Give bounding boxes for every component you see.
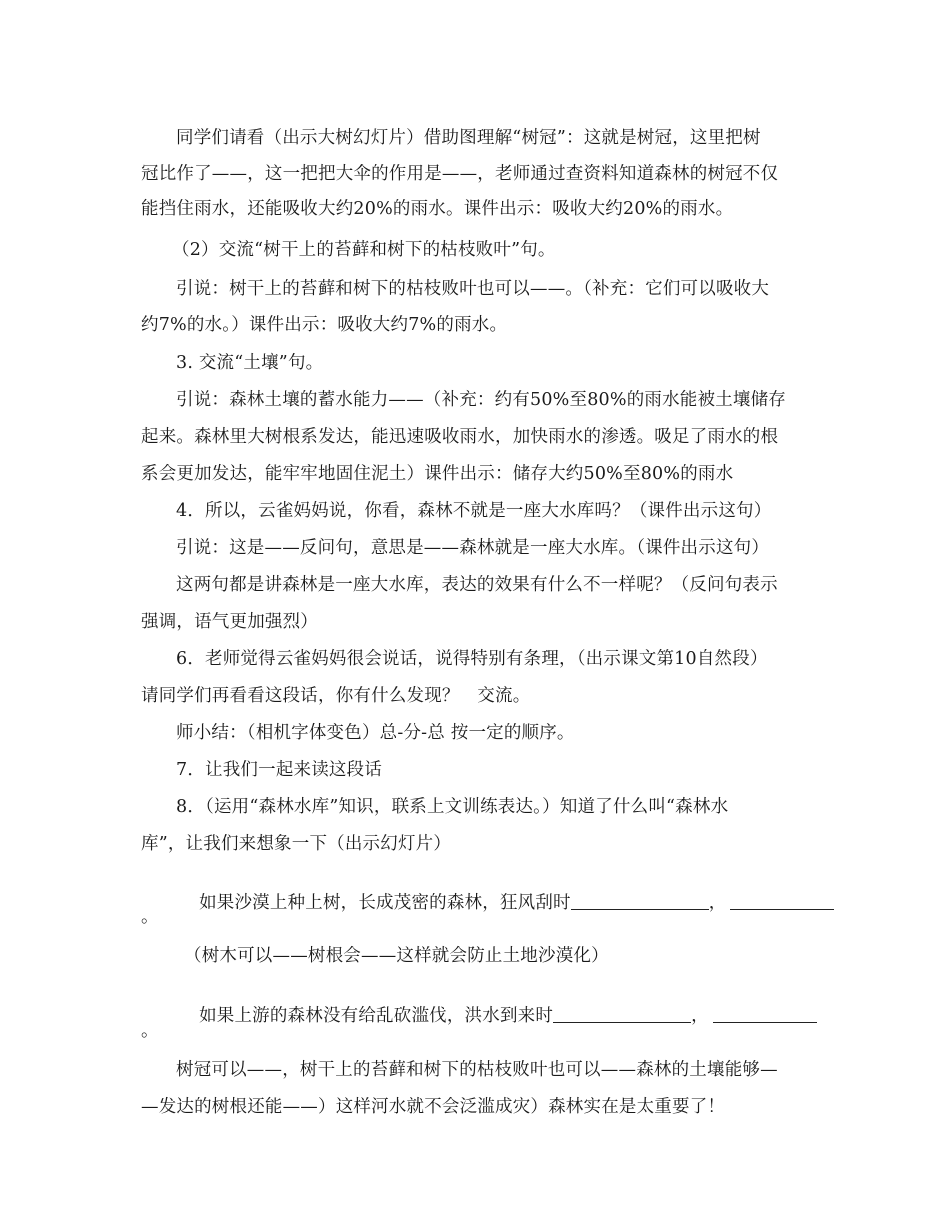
paragraph-line: 系会更加发达，能牢牢地固住泥土）课件出示：储存大约50%至80%的雨水 (141, 464, 734, 484)
paragraph-line: （树木可以——树根会——这样就会防止土地沙漠化） (184, 946, 609, 966)
paragraph-line: 师小结：（相机字体变色）总-分-总 按一定的顺序。 (176, 723, 575, 743)
paragraph-line: 引说：森林土壤的蓄水能力——（补充：约有50%至80%的雨水能被土壤储存 (176, 390, 786, 410)
answer-blank[interactable] (713, 1006, 817, 1023)
paragraph-line: 7．让我们一起来读这段话 (176, 760, 383, 780)
paragraph-line: （2）交流“树干上的苔藓和树下的枯枝败叶”句。 (172, 240, 556, 260)
paragraph-line: 3. 交流“土壤”句。 (176, 353, 324, 373)
paragraph-line: 树冠可以——，树干上的苔藓和树下的枯枝败叶也可以——森林的土壤能够— (176, 1060, 778, 1080)
paragraph-line: 起来。森林里大树根系发达，能迅速吸收雨水，加快雨水的渗透。吸足了雨水的根 (141, 427, 779, 447)
paragraph-line: 引说：树干上的苔藓和树下的枯枝败叶也可以——。（补充：它们可以吸收大 (176, 279, 770, 299)
paragraph-line: 请同学们再看看这段话，你有什么发现？ 交流。 (141, 686, 531, 706)
paragraph-line: 库”，让我们来想象一下（出示幻灯片） (141, 834, 452, 854)
punctuation-period: 。 (141, 1021, 159, 1041)
paragraph-line: 8．（运用“森林水库”知识，联系上文训练表达。）知道了什么叫“森林水 (176, 797, 729, 817)
paragraph-line: 强调，语气更加强烈） (141, 612, 318, 632)
answer-blank[interactable] (571, 893, 709, 910)
paragraph-line: 这两句都是讲森林是一座大水库，表达的效果有什么不一样呢？（反问句表示 (176, 575, 778, 595)
paragraph-line: 能挡住雨水，还能吸收大约20%的雨水。课件出示：吸收大约20%的雨水。 (141, 199, 734, 219)
paragraph-line: 约7%的水。）课件出示：吸收大约7%的雨水。 (141, 315, 508, 335)
paragraph-line: 同学们请看（出示大树幻灯片）借助图理解“树冠”：这就是树冠，这里把树 (176, 128, 761, 148)
paragraph-line: 引说：这是——反问句，意思是——森林就是一座大水库。（课件出示这句） (176, 538, 770, 558)
fill-in-prompt: 如果上游的森林没有给乱砍滥伐，洪水到来时 (199, 1006, 554, 1026)
answer-blank[interactable] (730, 893, 834, 910)
punctuation-comma: ， (691, 1006, 709, 1026)
answer-blank[interactable] (553, 1006, 691, 1023)
fill-in-line (176, 982, 817, 1047)
fill-in-line (176, 869, 834, 934)
punctuation-comma: ， (708, 893, 727, 913)
punctuation-period: 。 (141, 907, 159, 927)
paragraph-line: 6．老师觉得云雀妈妈很会说话，说得特别有条理，（出示课文第10自然段） (176, 649, 768, 669)
paragraph-line: 冠比作了——，这一把把大伞的作用是——，老师通过查资料知道森林的树冠不仅 (141, 164, 779, 184)
fill-in-prompt: 如果沙漠上种上树，长成茂密的森林，狂风刮时 (199, 893, 571, 913)
paragraph-line: 4．所以，云雀妈妈说，你看，森林不就是一座大水库吗？（课件出示这句） (176, 501, 772, 521)
paragraph-line: —发达的树根还能——）这样河水就不会泛滥成灾）森林实在是太重要了！ (141, 1097, 726, 1117)
